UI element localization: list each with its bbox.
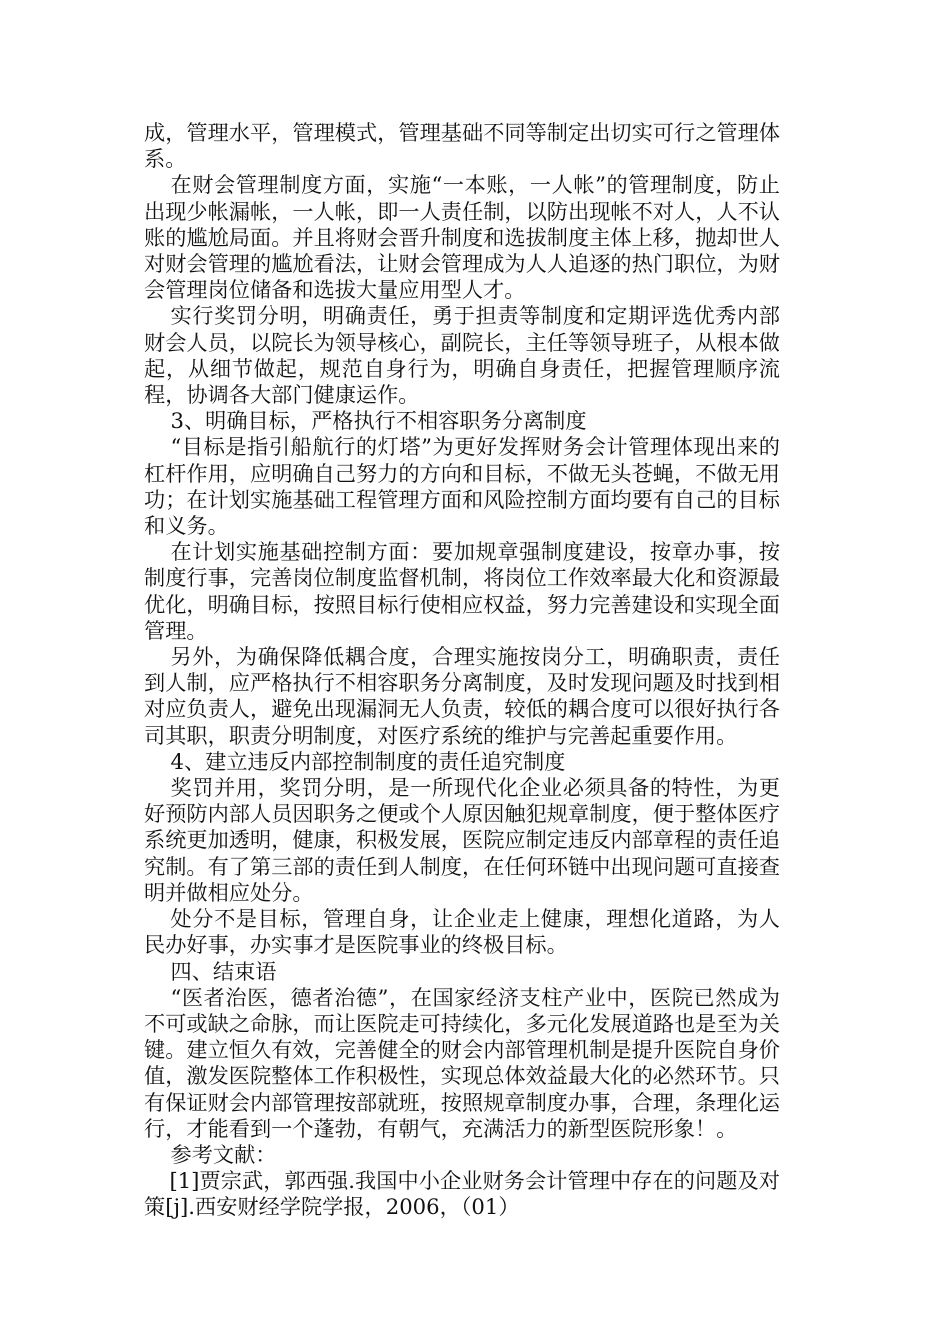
paragraph-goals: “目标是指引船航行的灯塔”为更好发挥财务会计管理体现出来的杠杆作用，应明确自己努力的方向和目标，不做无头苍蝇，不做无用功；在计划实施基础工程管理方面和风险控制方面均要有自己的目标和义务。	[144, 434, 780, 539]
section-heading-4: 4、建立违反内部控制制度的责任追究制度	[170, 748, 566, 774]
paragraph-coupling: 另外，为确保降低耦合度，合理实施按岗分工，明确职责，责任到人制，应严格执行不相容职务分离制度，及时发现问题及时找到相对应负责人，避免出现漏洞无人负责，较低的耦合度可以很好执行各司其职，职责分明制度，对医疗系统的维护与完善起重要作用。	[144, 644, 780, 748]
document-body	[144, 120, 780, 1221]
paragraph-basic-control: 在计划实施基础控制方面：要加规章强制度建设，按章办事，按制度行事，完善岗位制度监督机制，将岗位工作效率最大化和资源最优化，明确目标，按照目标行使相应权益，努力完善建设和实现全面管理。	[144, 539, 780, 643]
paragraph-reward-punishment: 实行奖罚分明，明确责任，勇于担责等制度和定期评选优秀内部财会人员，以院长为领导核心，副院长，主任等领导班子，从根本做起，从细节做起，规范自身行为，明确自身责任，把握管理顺序流程，协调各大部门健康运作。	[144, 303, 780, 408]
paragraph-accountability: 奖罚并用，奖罚分明，是一所现代化企业必须具备的特性，为更好预防内部人员因职务之便或个人原因触犯规章制度，便于整体医疗系统更加透明，健康，积极发展，医院应制定违反内部章程的责任追究制。有了第三部的责任到人制度，在任何环链中出现问题可直接查明并做相应处分。	[144, 775, 780, 905]
section-heading-conclusion: 四、结束语	[170, 958, 277, 984]
reference-item: [1]贾宗武，郭西强.我国中小企业财务会计管理中存在的问题及对策[j].西安财经学院学报，2006，（01）	[144, 1168, 780, 1220]
references-heading: 参考文献：	[170, 1141, 277, 1167]
section-heading-3: 3、明确目标，严格执行不相容职务分离制度	[170, 408, 587, 434]
paragraph-continuation: 成，管理水平，管理模式，管理基础不同等制定出切实可行之管理体系。	[144, 120, 780, 172]
paragraph-accounting-system: 在财会管理制度方面，实施“一本账，一人帐”的管理制度，防止出现少帐漏帐，一人帐，即一人责任制，以防出现帐不对人，人不认账的尴尬局面。并且将财会晋升制度和选拔制度主体上移，抛却世人对财会管理的尴尬看法，让财会管理成为人人追逐的热门职位，为财会管理岗位储备和选拔大量应用型人才。	[144, 172, 780, 303]
paragraph-ultimate-goal: 处分不是目标，管理自身，让企业走上健康，理想化道路，为人民办好事，办实事才是医院事业的终极目标。	[144, 906, 780, 958]
paragraph-conclusion: “医者治医，德者治德”，在国家经济支柱产业中，医院已然成为不可或缺之命脉，而让医院走可持续化，多元化发展道路也是至为关键。建立恒久有效，完善健全的财会内部管理机制是提升医院自身价值，激发医院整体工作积极性，实现总体效益最大化的必然环节。只有保证财会内部管理按部就班，按照规章制度办事，合理，条理化运行，才能看到一个蓬勃，有朝气，充满活力的新型医院形象！。	[144, 984, 780, 1141]
